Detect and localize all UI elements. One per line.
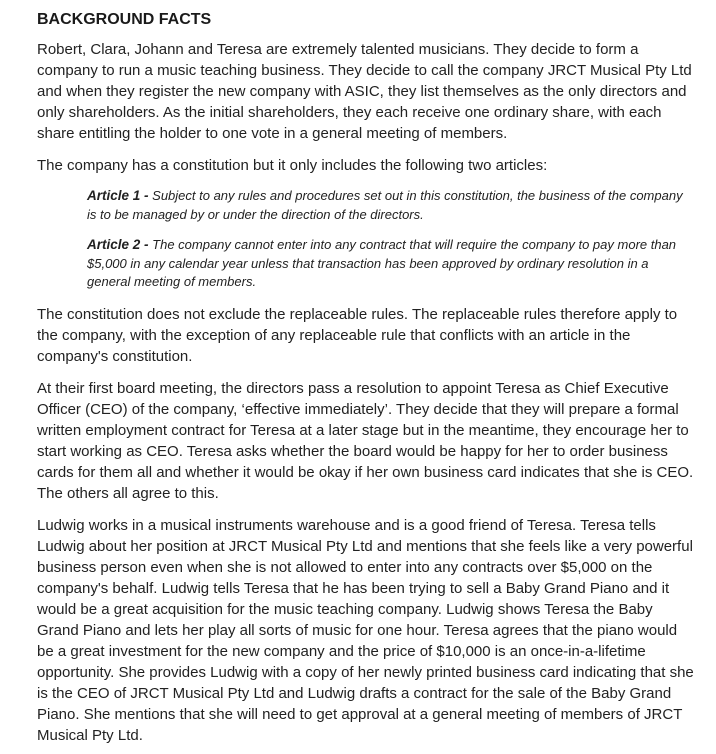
section-heading: BACKGROUND FACTS bbox=[37, 11, 212, 28]
paragraph-board-meeting: At their first board meeting, the directors pass a resolution to appoint Teresa as Chief Executive Officer (CEO) of the company, ‘effective immediately’. They decide that they will prepare a formal written employment contract for Teresa at a later stage but in the meantime, they encourage her to start working as CEO. Teresa asks whether the board would be happy for her to order business cards for them all and whether it would be okay if her own business card indicates that she is CEO. The others all agree to this. bbox=[37, 379, 694, 502]
article-1-text: Subject to any rules and procedures set out in this constitution, the business of the company is to be managed by or under the direction of the directors. bbox=[87, 188, 683, 222]
article-1-label: Article 1 - bbox=[87, 188, 149, 203]
paragraph-ludwig: Ludwig works in a musical instruments warehouse and is a good friend of Teresa. Teresa tells Ludwig about her position at JRCT Musical Pty Ltd and mentions that she feels like a very powerful business person even when she is not allowed to enter into any contracts over $5,000 on the company's behalf. Ludwig tells Teresa that he has been trying to sell a Baby Grand Piano and it would be a great acquisition for the music teaching company. Ludwig shows Teresa the Baby Grand Piano and lets her play all sorts of music for one hour. Teresa agrees that the piano would be a great investment for the new company and the price of $10,000 is an once-in-a-lifetime opportunity. She provides Ludwig with a copy of her newly printed business card indicating that she is the CEO of JRCT Musical Pty Ltd and Ludwig drafts a contract for the sale of the Baby Grand Piano. She mentions that she will need to get approval at a general meeting of members of JRCT Musical Pty Ltd. bbox=[37, 516, 694, 744]
article-1 bbox=[87, 187, 686, 224]
paragraph-constitution-intro: The company has a constitution but it only includes the following two articles: bbox=[37, 157, 548, 174]
article-2-label: Article 2 - bbox=[87, 237, 149, 252]
paragraph-shareholders: Robert, Clara, Johann and Teresa are extremely talented musicians. They decide to form a company to run a music teaching business. They decide to call the company JRCT Musical Pty Ltd and when they register the new company with ASIC, they list themselves as the only directors and only shareholders. As the initial shareholders, they each receive one ordinary share, with each share entitling the holder to one vote in a general meeting of members. bbox=[37, 41, 692, 142]
paragraph-replaceable-rules: The constitution does not exclude the replaceable rules. The replaceable rules therefore apply to the company, with the exception of any replaceable rule that conflicts with an article in the company's constitution. bbox=[37, 305, 678, 365]
article-2-text: The company cannot enter into any contract that will require the company to pay more than $5,000 in any calendar year unless that transaction has been approved by ordinary resolution in a general meeting of members. bbox=[87, 237, 677, 289]
article-2 bbox=[87, 236, 686, 292]
